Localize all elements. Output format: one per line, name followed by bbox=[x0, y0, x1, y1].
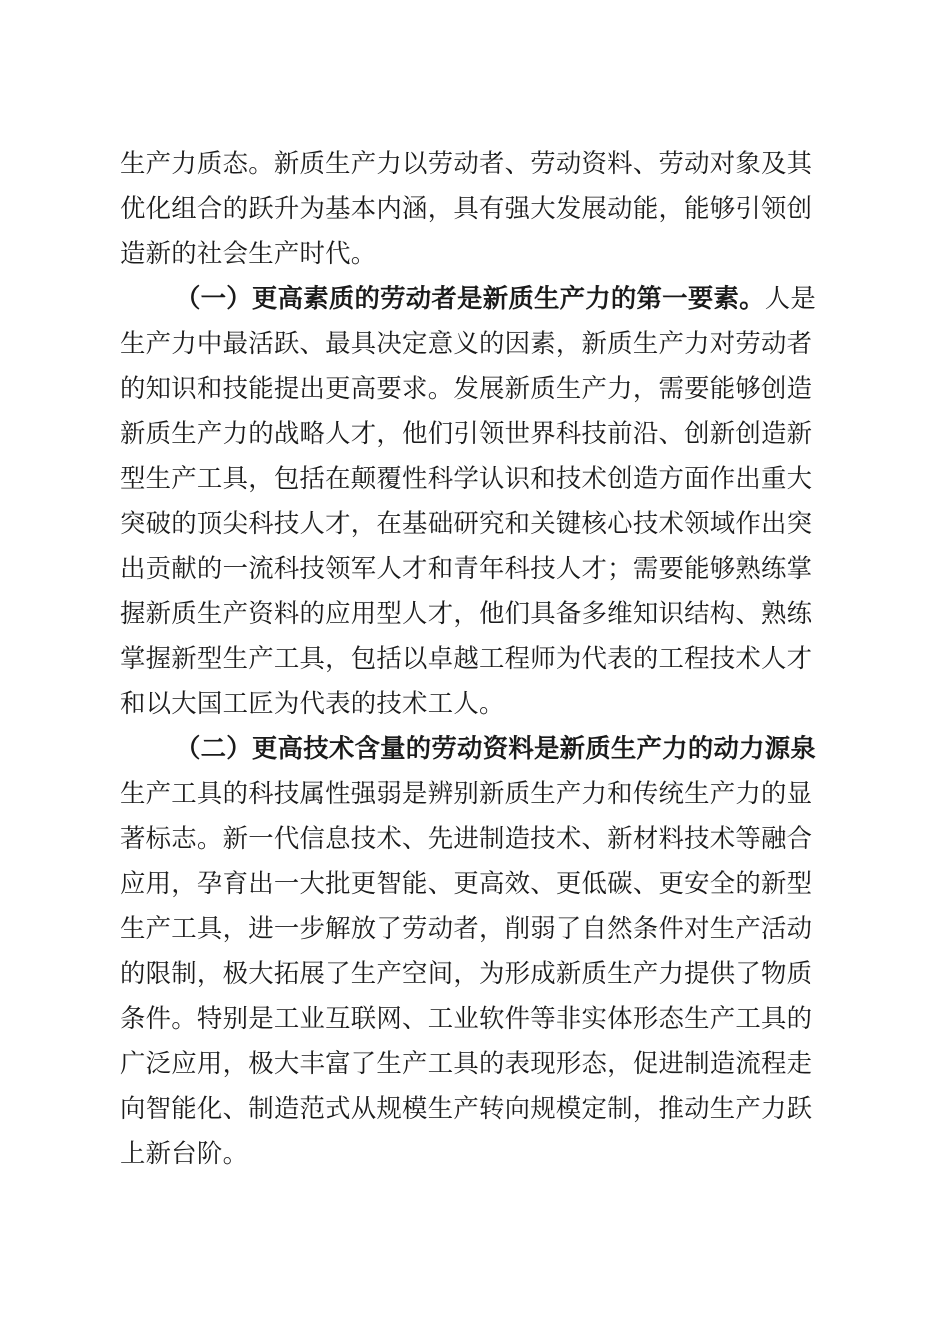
section-heading-1: （一）更高素质的劳动者是新质生产力的第一要素。 bbox=[175, 283, 765, 313]
text-line: 出贡献的一流科技领军人才和青年科技人才；需要能够熟练掌 bbox=[120, 553, 813, 583]
text-line: 向智能化、制造范式从规模生产转向规模定制，推动生产力跃 bbox=[120, 1093, 813, 1123]
section-heading-2: （二）更高技术含量的劳动资料是新质生产力的动力源泉 bbox=[175, 733, 817, 763]
text-line: 的知识和技能提出更高要求。发展新质生产力，需要能够创造 bbox=[120, 373, 813, 403]
text-line: 生产工具的科技属性强弱是辨别新质生产力和传统生产力的显 bbox=[120, 778, 813, 808]
text-line: 的限制，极大拓展了生产空间，为形成新质生产力提供了物质 bbox=[120, 958, 813, 988]
text-line: 上新台阶。 bbox=[120, 1138, 249, 1168]
text-line: 条件。特别是工业互联网、工业软件等非实体形态生产工具的 bbox=[120, 1003, 813, 1033]
text-line: 型生产工具，包括在颠覆性科学认识和技术创造方面作出重大 bbox=[120, 463, 813, 493]
text-line: 生产工具，进一步解放了劳动者，削弱了自然条件对生产活动 bbox=[120, 913, 813, 943]
text-line: 广泛应用，极大丰富了生产工具的表现形态，促进制造流程走 bbox=[120, 1048, 813, 1078]
text-line: 造新的社会生产时代。 bbox=[120, 238, 377, 268]
text-line: 握新质生产资料的应用型人才，他们具备多维知识结构、熟练 bbox=[120, 598, 813, 628]
text-line: 生产力中最活跃、最具决定意义的因素，新质生产力对劳动者 bbox=[120, 328, 813, 358]
text-line: 新质生产力的战略人才，他们引领世界科技前沿、创新创造新 bbox=[120, 418, 813, 448]
text-span: 人是 bbox=[764, 283, 817, 313]
text-line: 掌握新型生产工具，包括以卓越工程师为代表的工程技术人才 bbox=[120, 643, 813, 673]
text-line: 突破的顶尖科技人才，在基础研究和关键核心技术领域作出突 bbox=[120, 508, 813, 538]
paragraph-1-first-line bbox=[175, 278, 816, 318]
text-line: 优化组合的跃升为基本内涵，具有强大发展动能，能够引领创 bbox=[120, 193, 813, 223]
text-line: 生产力质态。新质生产力以劳动者、劳动资料、劳动对象及其 bbox=[120, 148, 813, 178]
text-line: 和以大国工匠为代表的技术工人。 bbox=[120, 688, 505, 718]
text-line: 著标志。新一代信息技术、先进制造技术、新材料技术等融合 bbox=[120, 823, 813, 853]
text-line: 应用，孕育出一大批更智能、更高效、更低碳、更安全的新型 bbox=[120, 868, 813, 898]
